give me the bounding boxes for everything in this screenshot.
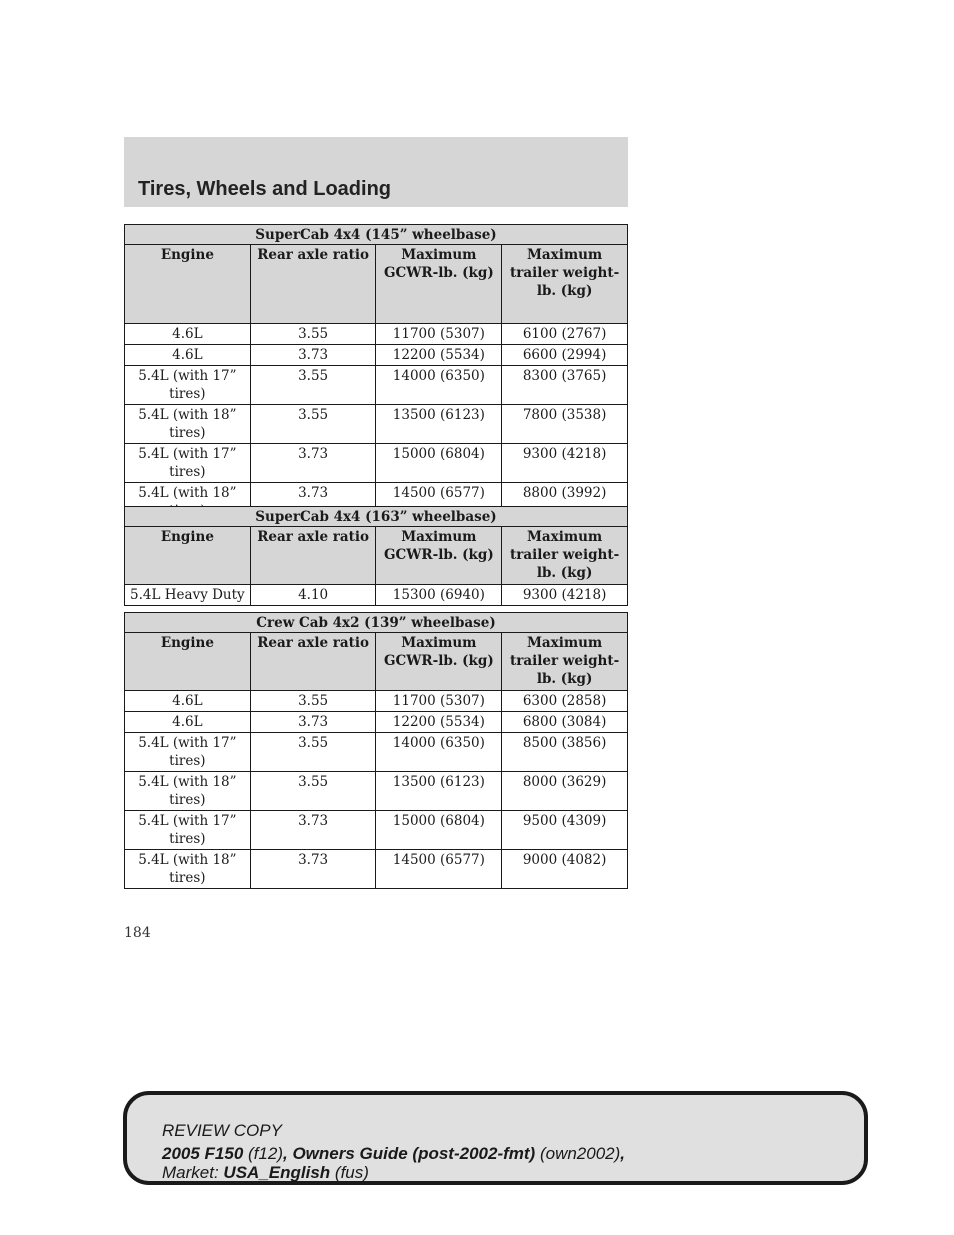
cell-engine: 5.4L Heavy Duty <box>125 585 251 606</box>
cell-axle-ratio: 3.73 <box>250 483 376 522</box>
column-header: Rear axle ratio <box>250 527 376 585</box>
towing-table-crew-cab-4x2-139 <box>124 612 628 889</box>
cell-axle-ratio: 3.73 <box>250 850 376 889</box>
table-row <box>125 345 628 366</box>
cell-trailer-weight: 7800 (3538) <box>502 405 628 444</box>
column-header: Maximum GCWR-lb. (kg) <box>376 245 502 324</box>
guide-code: (own2002) <box>539 1144 621 1163</box>
cell-engine: 5.4L (with 18” tires) <box>125 850 251 889</box>
cell-engine: 5.4L (with 17” tires) <box>125 733 251 772</box>
cell-axle-ratio: 3.55 <box>250 772 376 811</box>
column-header: Engine <box>125 245 251 324</box>
cell-gcwr: 12200 (5534) <box>376 345 502 366</box>
towing-table-supercab-4x4-163 <box>124 506 628 606</box>
cell-trailer-weight: 6800 (3084) <box>502 712 628 733</box>
trailing-comma: , <box>620 1144 626 1163</box>
column-header: Maximum trailer weight-lb. (kg) <box>502 245 628 324</box>
cell-axle-ratio: 3.73 <box>250 811 376 850</box>
cell-gcwr: 14500 (6577) <box>376 850 502 889</box>
cell-engine: 4.6L <box>125 345 251 366</box>
cell-engine: 4.6L <box>125 712 251 733</box>
cell-engine: 5.4L (with 18” tires) <box>125 405 251 444</box>
column-header: Maximum GCWR-lb. (kg) <box>376 633 502 691</box>
market-line <box>162 1163 369 1183</box>
cell-gcwr: 13500 (6123) <box>376 405 502 444</box>
table-row <box>125 712 628 733</box>
cell-gcwr: 14500 (6577) <box>376 483 502 522</box>
column-header: Maximum trailer weight-lb. (kg) <box>502 633 628 691</box>
cell-gcwr: 15300 (6940) <box>376 585 502 606</box>
table-row <box>125 691 628 712</box>
model-name: 2005 F150 <box>162 1144 244 1163</box>
cell-axle-ratio: 3.55 <box>250 691 376 712</box>
section-header-band <box>124 137 628 207</box>
cell-gcwr: 13500 (6123) <box>376 772 502 811</box>
column-header: Engine <box>125 633 251 691</box>
table-row <box>125 444 628 483</box>
cell-engine: 5.4L (with 18” <box>125 483 251 522</box>
column-header: Rear axle ratio <box>250 245 376 324</box>
cell-trailer-weight: 8000 (3629) <box>502 772 628 811</box>
cell-axle-ratio: 3.55 <box>250 405 376 444</box>
cell-trailer-weight: 8500 (3856) <box>502 733 628 772</box>
cell-trailer-weight: 9300 (4218) <box>502 585 628 606</box>
review-copy-footer <box>123 1091 868 1185</box>
market-label: Market: <box>162 1163 219 1182</box>
cell-axle-ratio: 3.73 <box>250 345 376 366</box>
cell-gcwr: 14000 (6350) <box>376 366 502 405</box>
cell-axle-ratio: 3.55 <box>250 733 376 772</box>
section-title: Tires, Wheels and Loading <box>138 178 392 200</box>
review-copy-label: REVIEW COPY <box>162 1121 282 1140</box>
table-row <box>125 850 628 889</box>
cell-gcwr: 14000 (6350) <box>376 733 502 772</box>
cell-axle-ratio: 3.55 <box>250 366 376 405</box>
model-code: (f12) <box>248 1144 283 1163</box>
cell-gcwr: 15000 (6804) <box>376 811 502 850</box>
cell-engine: 4.6L <box>125 691 251 712</box>
cell-axle-ratio: 3.73 <box>250 712 376 733</box>
cell-trailer-weight: 8300 (3765) <box>502 366 628 405</box>
cell-engine: 5.4L (with 17” tires) <box>125 444 251 483</box>
table-caption: SuperCab 4x4 (163” wheelbase) <box>125 507 628 527</box>
cell-gcwr: 11700 (5307) <box>376 691 502 712</box>
column-header: Rear axle ratio <box>250 633 376 691</box>
table-caption: Crew Cab 4x2 (139” wheelbase) <box>125 613 628 633</box>
cell-trailer-weight: 9000 (4082) <box>502 850 628 889</box>
table-row <box>125 405 628 444</box>
table-row <box>125 733 628 772</box>
market-code: (fus) <box>334 1163 369 1182</box>
table-caption: SuperCab 4x4 (145” wheelbase) <box>125 225 628 245</box>
table-row <box>125 324 628 345</box>
cell-engine: 5.4L (with 17” tires) <box>125 366 251 405</box>
cell-trailer-weight: 6600 (2994) <box>502 345 628 366</box>
document-id-line <box>162 1144 625 1164</box>
table-row <box>125 366 628 405</box>
cell-gcwr: 15000 (6804) <box>376 444 502 483</box>
towing-table-supercab-4x4-145 <box>124 224 628 522</box>
cell-gcwr: 12200 (5534) <box>376 712 502 733</box>
table-row <box>125 772 628 811</box>
cell-engine: 4.6L <box>125 324 251 345</box>
cell-trailer-weight: 6100 (2767) <box>502 324 628 345</box>
guide-separator: , <box>283 1144 293 1163</box>
cell-axle-ratio: 4.10 <box>250 585 376 606</box>
column-header: Maximum trailer weight-lb. (kg) <box>502 527 628 585</box>
cell-engine: 5.4L (with 18” tires) <box>125 772 251 811</box>
cell-trailer-weight: 9500 (4309) <box>502 811 628 850</box>
cell-trailer-weight: 6300 (2858) <box>502 691 628 712</box>
cell-trailer-weight: 8800 (3992) <box>502 483 628 522</box>
table-row <box>125 585 628 606</box>
cell-gcwr: 11700 (5307) <box>376 324 502 345</box>
page-number: 184 <box>124 925 151 941</box>
column-header: Engine <box>125 527 251 585</box>
column-header: Maximum GCWR-lb. (kg) <box>376 527 502 585</box>
cell-trailer-weight: 9300 (4218) <box>502 444 628 483</box>
cell-engine: 5.4L (with 17” tires) <box>125 811 251 850</box>
table-row <box>125 811 628 850</box>
guide-name: Owners Guide (post-2002-fmt) <box>292 1144 536 1163</box>
market-name: USA_English <box>223 1163 331 1182</box>
cell-axle-ratio: 3.73 <box>250 444 376 483</box>
cell-axle-ratio: 3.55 <box>250 324 376 345</box>
